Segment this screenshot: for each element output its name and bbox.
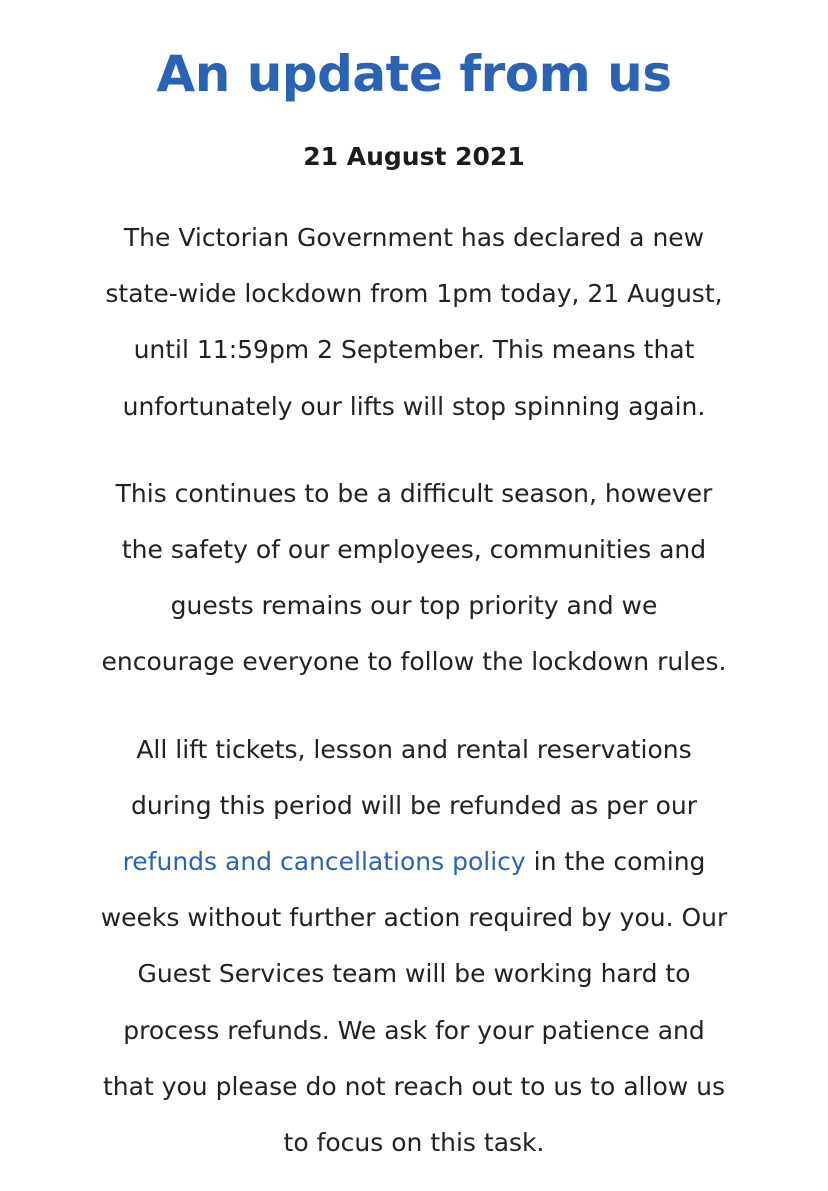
- paragraph-line: during this period will be refunded as per our: [130, 790, 698, 820]
- paragraph-line: encourage everyone to follow the lockdown rules.: [101, 647, 727, 677]
- paragraph-line: to focus on this task.: [283, 1128, 545, 1158]
- paragraph-line: guests remains our top priority and we: [170, 591, 658, 621]
- paragraph-line: that you please do not reach out to us to allow us: [103, 1071, 725, 1101]
- page-title: An update from us: [156, 45, 672, 103]
- paragraph-line: The Victorian Government has declared a new: [123, 223, 705, 252]
- paragraph-line: Guest Services team will be working hard to: [137, 959, 691, 989]
- update-date: 21 August 2021: [303, 142, 525, 171]
- lockdown-paragraph: [50, 210, 778, 435]
- refunds-paragraph: [50, 722, 778, 1172]
- paragraph-line-with-link: [50, 834, 778, 890]
- paragraph-line: This continues to be a difficult season, however: [115, 478, 713, 508]
- paragraph-line: unfortunately our lifts will stop spinning again.: [122, 391, 706, 421]
- safety-paragraph: [50, 466, 778, 691]
- paragraph-line: until 11:59pm 2 September. This means that: [133, 335, 695, 365]
- paragraph-line: All lift tickets, lesson and rental reservations: [136, 734, 692, 764]
- paragraph-line: process refunds. We ask for your patience and: [123, 1015, 705, 1045]
- paragraph-line: weeks without further action required by you. Our: [100, 903, 728, 933]
- paragraph-line: the safety of our employees, communities and: [121, 535, 707, 565]
- paragraph-text: in the coming: [525, 847, 706, 877]
- refunds-policy-link[interactable]: refunds and cancellations policy: [122, 847, 526, 877]
- paragraph-line: state-wide lockdown from 1pm today, 21 August,: [105, 279, 723, 309]
